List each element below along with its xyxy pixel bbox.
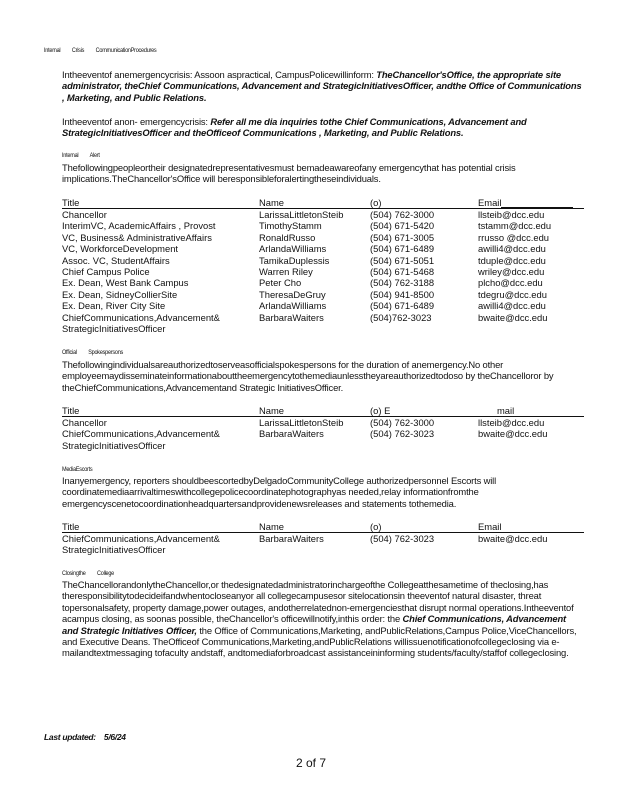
cell-email: bwaite@dcc.edu — [478, 428, 548, 440]
media-escorts-table — [62, 521, 584, 556]
cell-phone: (504) 941-8500 — [370, 288, 435, 300]
emergency-lead-text: Intheeventof anemergencycrisis: Assoon aspractical, CampusPolicewillinform: — [62, 69, 377, 80]
heading-word: MediaEscorts — [62, 466, 93, 473]
cell-email: wriley@dcc.edu — [478, 265, 545, 277]
emergency-crisis-paragraph — [62, 69, 584, 103]
cell-phone: (504) 762-3023 — [370, 533, 435, 544]
heading-word: Official — [62, 349, 77, 356]
nonemergency-lead-text: Intheeventof anon- emergencycrisis: — [62, 116, 211, 127]
heading-word: College — [97, 570, 115, 577]
page-number: 2 of 7 — [296, 756, 327, 770]
heading-word: Alert — [89, 152, 100, 159]
cell-name: Peter Cho — [259, 277, 302, 289]
cell-name: TheresaDeGruy — [259, 288, 326, 300]
cell-title: Chancellor — [62, 417, 107, 428]
cell-phone: (504) 762-3188 — [370, 277, 435, 289]
official-spokespersons-text: Thefollowingindividualsareauthorizedtoserveasofficialspokespersons for the duration of anemergency.No other employeemaydisseminateinformationabouttheemergencytothemediaunlesstheyareauthorizedtodoso by theChancelloror by theChiefCommunications,Advancementand Strategic InitiativesOfficer. — [62, 359, 554, 393]
media-escorts-text: Inanyemergency, reporters shouldbeescortedbyDelgadoCommunityCollege authorizedpersonnel Escorts will coordinatemediaarrivaltimeswithcollegepolicecoordinatephotographyas needed,relay informationfromthe emergencyscenetocoordinationheadquartersandprovidenewsreleases and statements tothemedia. — [62, 475, 497, 509]
cell-title: ChiefCommunications,Advancement& StrategicInitiativesOfficer — [62, 533, 220, 556]
table-row — [62, 417, 584, 428]
cell-title: Ex. Dean, West Bank Campus — [62, 277, 189, 289]
table-body — [62, 533, 584, 556]
column-header-name: Name — [259, 521, 285, 532]
cell-title: InterimVC, AcademicAffairs , Provost — [62, 220, 216, 232]
cell-email: tduple@dcc.edu — [478, 254, 546, 266]
heading-word: Internal — [62, 152, 79, 159]
table-row — [62, 220, 584, 231]
cell-title: Ex. Dean, River City Site — [62, 300, 166, 312]
table-row — [62, 243, 584, 254]
cell-name: BarbaraWaiters — [259, 311, 324, 323]
cell-phone: (504) 762-3023 — [370, 428, 435, 440]
cell-phone: (504) 671-3005 — [370, 231, 435, 243]
column-header-phone: (o) E — [370, 405, 391, 416]
spokespersons-table — [62, 405, 584, 451]
column-header-name: Name — [259, 405, 285, 416]
cell-name: ArlandaWilliams — [259, 300, 327, 312]
cell-title: Chancellor — [62, 209, 107, 220]
table-row — [62, 266, 584, 277]
table-header — [62, 521, 584, 533]
cell-name: TimothyStamm — [259, 220, 322, 232]
cell-title: VC, Business& AdministrativeAffairs — [62, 231, 212, 243]
cell-email: rrusso @dcc.edu — [478, 231, 550, 243]
heading-word: Internal — [44, 47, 61, 54]
cell-email: llsteib@dcc.edu — [478, 417, 545, 428]
cell-phone: (504) 762-3000 — [370, 209, 435, 220]
table-row — [62, 533, 584, 556]
closing-lead-text: TheChancellorandonlytheChancellor,or thedesignatedadministratorinchargeofthe Collegeatthesametime of theclosing,has theresponsibilitytodecideifandwhentocloseanyor all collegecampusesor sitelocationsin theeventof natural disaster, threat topersonalsafety, property damage,power outages, andotherrelatednon-emergenciesthat disrupt normal operations.Intheeventof acampus closing, as soonas possible, theChancellor's officewillnotify,inthis order: the — [62, 579, 574, 625]
nonemergency-crisis-paragraph — [62, 116, 584, 139]
cell-name: Warren Riley — [259, 265, 313, 277]
table-row — [62, 209, 584, 220]
heading-word: Crisis — [71, 47, 85, 54]
cell-title: ChiefCommunications,Advancement& StrategicInitiativesOfficer — [62, 311, 220, 334]
cell-phone: (504) 671-6489 — [370, 243, 435, 255]
internal-alert-table — [62, 197, 584, 334]
column-header-name: Name — [259, 197, 285, 208]
closing-emphasis-text: Chief Communications, Advancement and Strategic Initiatives Officer, — [62, 613, 566, 636]
heading-word: CommunicationProcedures — [95, 47, 157, 54]
column-header-title: Title — [62, 197, 80, 208]
table-row — [62, 312, 584, 335]
cell-phone: (504) 671-5420 — [370, 220, 435, 232]
cell-title: VC, WorkforceDevelopment — [62, 243, 179, 255]
table-row — [62, 255, 584, 266]
nonemergency-referral-text: Refer all me dia inquiries tothe Chief Communications, Advancement and StrategicInitiativesOfficer and theOfficeof Communications , Marketing, and Public Relations. — [62, 116, 527, 139]
last-updated — [44, 732, 126, 742]
cell-name: BarbaraWaiters — [259, 428, 324, 440]
column-header-email: Email — [478, 521, 502, 532]
table-row — [62, 232, 584, 243]
cell-phone: (504)762-3023 — [370, 311, 432, 323]
cell-phone: (504) 762-3000 — [370, 417, 435, 428]
cell-title: ChiefCommunications,Advancement& StrategicInitiativesOfficer — [62, 428, 220, 451]
cell-name: ArlandaWilliams — [259, 243, 327, 255]
table-header — [62, 405, 584, 417]
cell-name: BarbaraWaiters — [259, 533, 324, 544]
column-header-email: Email — [478, 197, 573, 208]
table-row — [62, 277, 584, 288]
table-body — [62, 209, 584, 334]
table-row — [62, 289, 584, 300]
cell-email: bwaite@dcc.edu — [478, 311, 548, 323]
emergency-notify-list: TheChancellor'sOffice, the appropriate site administrator, theChief Communications, Advancement and StrategicInitiativesOfficer, andthe Office of Communications , Marketing, and Public Relations. — [62, 69, 582, 103]
cell-email: tdegru@dcc.edu — [478, 288, 547, 300]
cell-title: Chief Campus Police — [62, 265, 150, 277]
cell-phone: (504) 671-5468 — [370, 265, 435, 277]
cell-name: TamikaDuplessis — [259, 254, 330, 266]
column-header-title: Title — [62, 521, 80, 532]
cell-email: awilli4@dcc.edu — [478, 300, 546, 312]
closing-tail-text: the Office of Communications,Marketing, andPublicRelations,Campus Police,ViceChancellors, and Executive Deans. TheOfficeof Communications,Marketing,andPublicRelations willissuenotificationofcollegeclosing via e-mailandtextmessaging tofaculty andstaff, andtomediaforbroadcast assistanceininforming students/faculty/staffof collegeclosing. — [62, 624, 577, 659]
cell-email: plcho@dcc.edu — [478, 277, 543, 289]
closing-college-text — [62, 579, 584, 659]
heading-word: Closingthe — [62, 570, 86, 577]
table-row — [62, 428, 584, 451]
cell-email: awilli4@dcc.edu — [478, 243, 546, 255]
cell-name: LarissaLittletonSteib — [259, 209, 344, 220]
closing-college-heading — [62, 570, 124, 577]
column-header-phone: (o) — [370, 521, 382, 532]
cell-name: RonaldRusso — [259, 231, 316, 243]
cell-title: Ex. Dean, SidneyCollierSite — [62, 288, 178, 300]
table-row — [62, 300, 584, 311]
cell-name: LarissaLittletonSteib — [259, 417, 344, 428]
heading-word: Spokespersons — [88, 349, 124, 356]
cell-email: llsteib@dcc.edu — [478, 209, 545, 220]
table-header — [62, 197, 584, 209]
procedures-heading — [44, 47, 167, 54]
cell-phone: (504) 671-6489 — [370, 300, 435, 312]
cell-phone: (504) 671-5051 — [370, 254, 435, 266]
last-updated-date: 5/6/24 — [103, 732, 126, 742]
internal-alert-heading — [62, 152, 110, 159]
media-escorts-heading — [62, 466, 103, 473]
official-spokespersons-heading — [62, 349, 133, 356]
table-body — [62, 417, 584, 451]
last-updated-label: Last updated: — [44, 732, 96, 742]
column-header-phone: (o) — [370, 197, 382, 208]
column-header-title: Title — [62, 405, 80, 416]
internal-alert-text: Thefollowingpeopleortheir designatedrepresentativesmust bemadeawareofany emergencythat has potential crisis implications.TheChancellor'sOffice will beresponsibleforalertingtheseindividuals. — [62, 162, 516, 185]
cell-title: Assoc. VC, StudentAffairs — [62, 254, 170, 266]
cell-email: bwaite@dcc.edu — [478, 533, 548, 544]
cell-email: tstamm@dcc.edu — [478, 220, 552, 232]
column-header-email: mail — [497, 405, 515, 416]
